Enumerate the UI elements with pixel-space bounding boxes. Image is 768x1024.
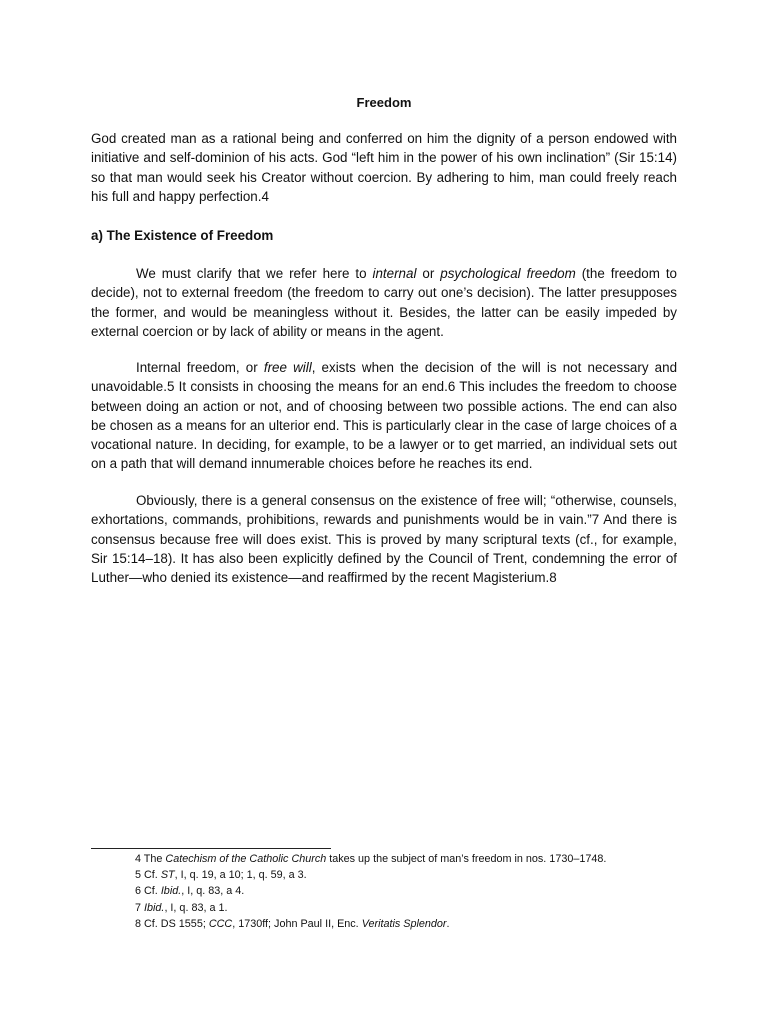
fn-italic: Catechism of the Catholic Church — [165, 853, 327, 865]
italic-term: free will — [263, 360, 312, 375]
fn-text: 6 Cf. — [135, 885, 161, 898]
footnotes — [135, 851, 606, 932]
fn-text: takes up the subject of man’s freedom in nos. 1730–1748. — [326, 853, 607, 865]
fn-text: , I, q. 19, a 10; 1, q. 59, a 3. — [174, 869, 307, 882]
paragraph-internal-freedom — [91, 264, 677, 341]
footnote-4 — [135, 851, 606, 867]
fn-text: , 1730ff; John Paul II, Enc. — [232, 917, 362, 930]
paragraph-consensus: Obviously, there is a general consensus on the existence of free will; “otherwise, counsels, exhortations, commands, prohibitions, rewards and punishments would be in vain.”7 And there is consensus because free will does exist. This is proved by many scriptural texts (cf., for example, Sir 15:14–18). It has also been explicitly defined by the Council of Trent, condemning the error of Luther—who denied its existence—and reaffirmed by the recent Magisterium.8 — [91, 493, 677, 586]
fn-italic: Veritatis Splendor — [361, 917, 447, 930]
text-run: Internal freedom, or — [136, 360, 264, 375]
fn-italic: ST — [160, 869, 175, 882]
fn-italic: Ibid. — [160, 885, 182, 898]
italic-term: internal — [372, 266, 417, 281]
fn-text: 4 The — [135, 853, 166, 865]
text-run: or — [416, 266, 441, 281]
fn-text: 8 Cf. DS 1555; — [135, 917, 209, 930]
footnote-5 — [135, 867, 606, 883]
italic-term: psychological freedom — [440, 266, 576, 281]
footnote-divider — [91, 848, 331, 849]
section-heading: a) The Existence of Freedom — [91, 228, 274, 243]
text-run: , exists when the decision of the will is not necessary and unavoidable.5 It consists in choosing the means for an end.6 This includes the freedom to choose between doing an action or not, and of choosing between two possible actions. The end can also be chosen as a means for an ulterior end. This is particularly clear in the case of large choices of a vocational nature. In deciding, for example, to be a lawyer or to get married, an individual sets out on a path that will demand innumerable choices before he reaches its end. — [91, 360, 678, 472]
fn-text: , I, q. 83, a 1. — [164, 901, 228, 914]
fn-italic: CCC — [208, 917, 233, 930]
footnote-6 — [135, 883, 606, 899]
fn-text: 7 — [135, 901, 145, 914]
text-run: (the freedom to decide), not to external freedom (the freedom to carry out one’s decision). The latter presupposes the former, and would be meaningless without it. Besides, the latter can be easily impeded by external coercion or by lack of ability or means in the agent. — [91, 266, 678, 339]
footnote-8 — [135, 916, 606, 932]
fn-italic: Ibid. — [144, 901, 165, 914]
fn-text: 5 Cf. — [135, 869, 161, 882]
paragraph-free-will — [91, 358, 677, 474]
fn-text: , I, q. 83, a 4. — [181, 885, 245, 898]
page-title: Freedom — [356, 95, 412, 110]
footnote-7 — [135, 900, 606, 916]
fn-text: . — [446, 917, 450, 930]
text-run: We must clarify that we refer here to — [136, 266, 373, 281]
intro-paragraph: God created man as a rational being and conferred on him the dignity of a person endowed with initiative and self-dominion of his acts. God “left him in the power of his own inclination” (Sir 15:14) so that man would seek his Creator without coercion. By adhering to him, man could freely reach his full and happy perfection.4 — [91, 131, 677, 204]
